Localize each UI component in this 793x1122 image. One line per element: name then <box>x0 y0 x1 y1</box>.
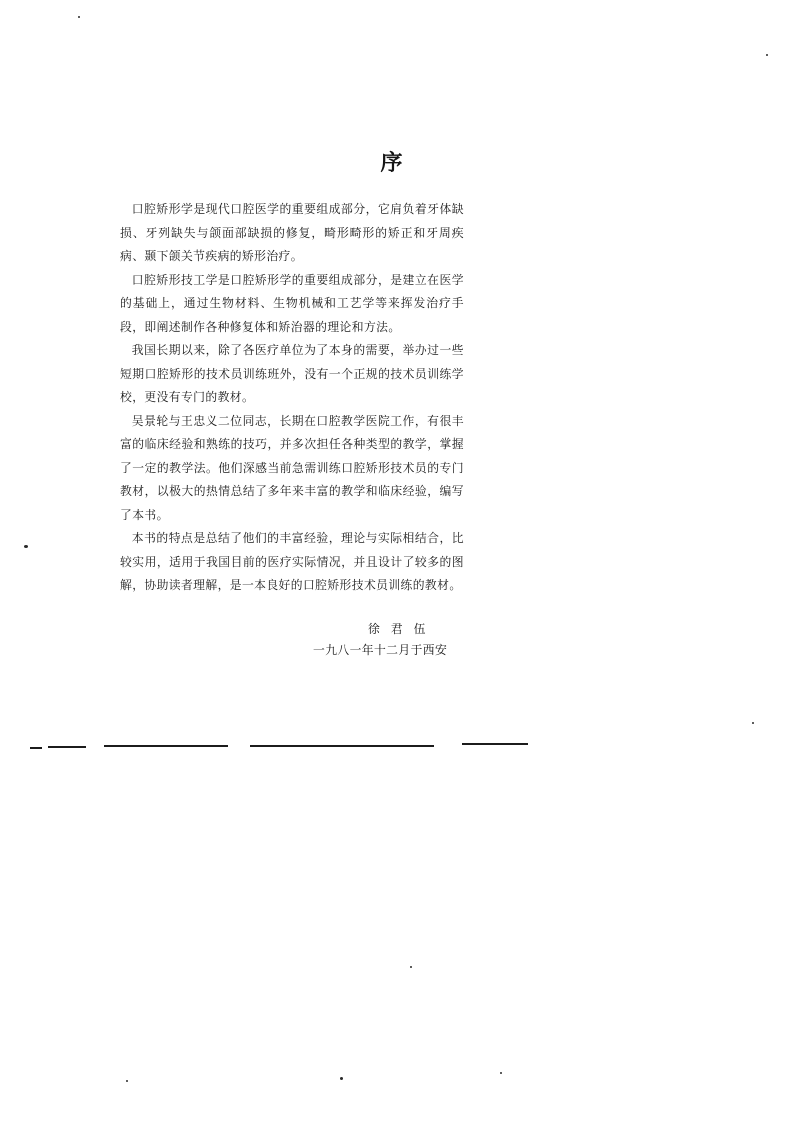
scan-speck <box>500 1072 502 1074</box>
paragraph: 吴景轮与王忠义二位同志，长期在口腔教学医院工作，有很丰富的临床经验和熟练的技巧，并多次担任各种类型的教学，掌握了一定的教学法。他们深感当前急需训练口腔矫形技术员的专门教材，以极大的热情总结了多年来丰富的教学和临床经验，编写了本书。 <box>120 413 464 522</box>
scan-line <box>30 747 42 749</box>
paragraph: 我国长期以来，除了各医疗单位为了本身的需要，举办过一些短期口腔矫形的技术员训练班外，没有一个正规的技术员训练学校，更没有专门的教材。 <box>120 343 464 404</box>
scan-speck <box>340 1077 343 1080</box>
scan-speck <box>24 545 28 548</box>
page-title: 序 <box>380 150 405 176</box>
scan-speck <box>410 966 412 968</box>
paragraph: 口腔矫形技工学是口腔矫形学的重要组成部分，是建立在医学的基础上，通过生物材料、生物机械和工艺学等来挥发治疗手段，即阐述制作各种修复体和矫治器的理论和方法。 <box>120 272 464 334</box>
paragraph: 本书的特点是总结了他们的丰富经验，理论与实际相结合，比较实用，适用于我国目前的医疗实际情况，并且设计了较多的图解，协助读者理解，是一本良好的口腔矫形技术员训练的教材。 <box>120 531 464 592</box>
scan-speck <box>766 54 768 56</box>
author-name: 徐君伍 <box>368 622 437 636</box>
paragraph: 口腔矫形学是现代口腔医学的重要组成部分，它肩负着牙体缺损、牙列缺失与颌面部缺损的修复，畸形畸形的矫正和牙周疾病、颞下颌关节疾病的矫形治疗。 <box>120 202 464 263</box>
scan-line <box>250 745 434 747</box>
scan-artifact-lines <box>0 743 793 753</box>
scan-speck <box>126 1080 128 1082</box>
scan-line <box>104 745 228 747</box>
signature-date: 一九八一年十二月于西安 <box>313 643 448 657</box>
scan-speck <box>752 722 754 724</box>
scan-line <box>48 746 86 748</box>
scan-line <box>462 743 528 745</box>
scan-speck <box>78 16 80 18</box>
preface-body <box>120 198 464 598</box>
